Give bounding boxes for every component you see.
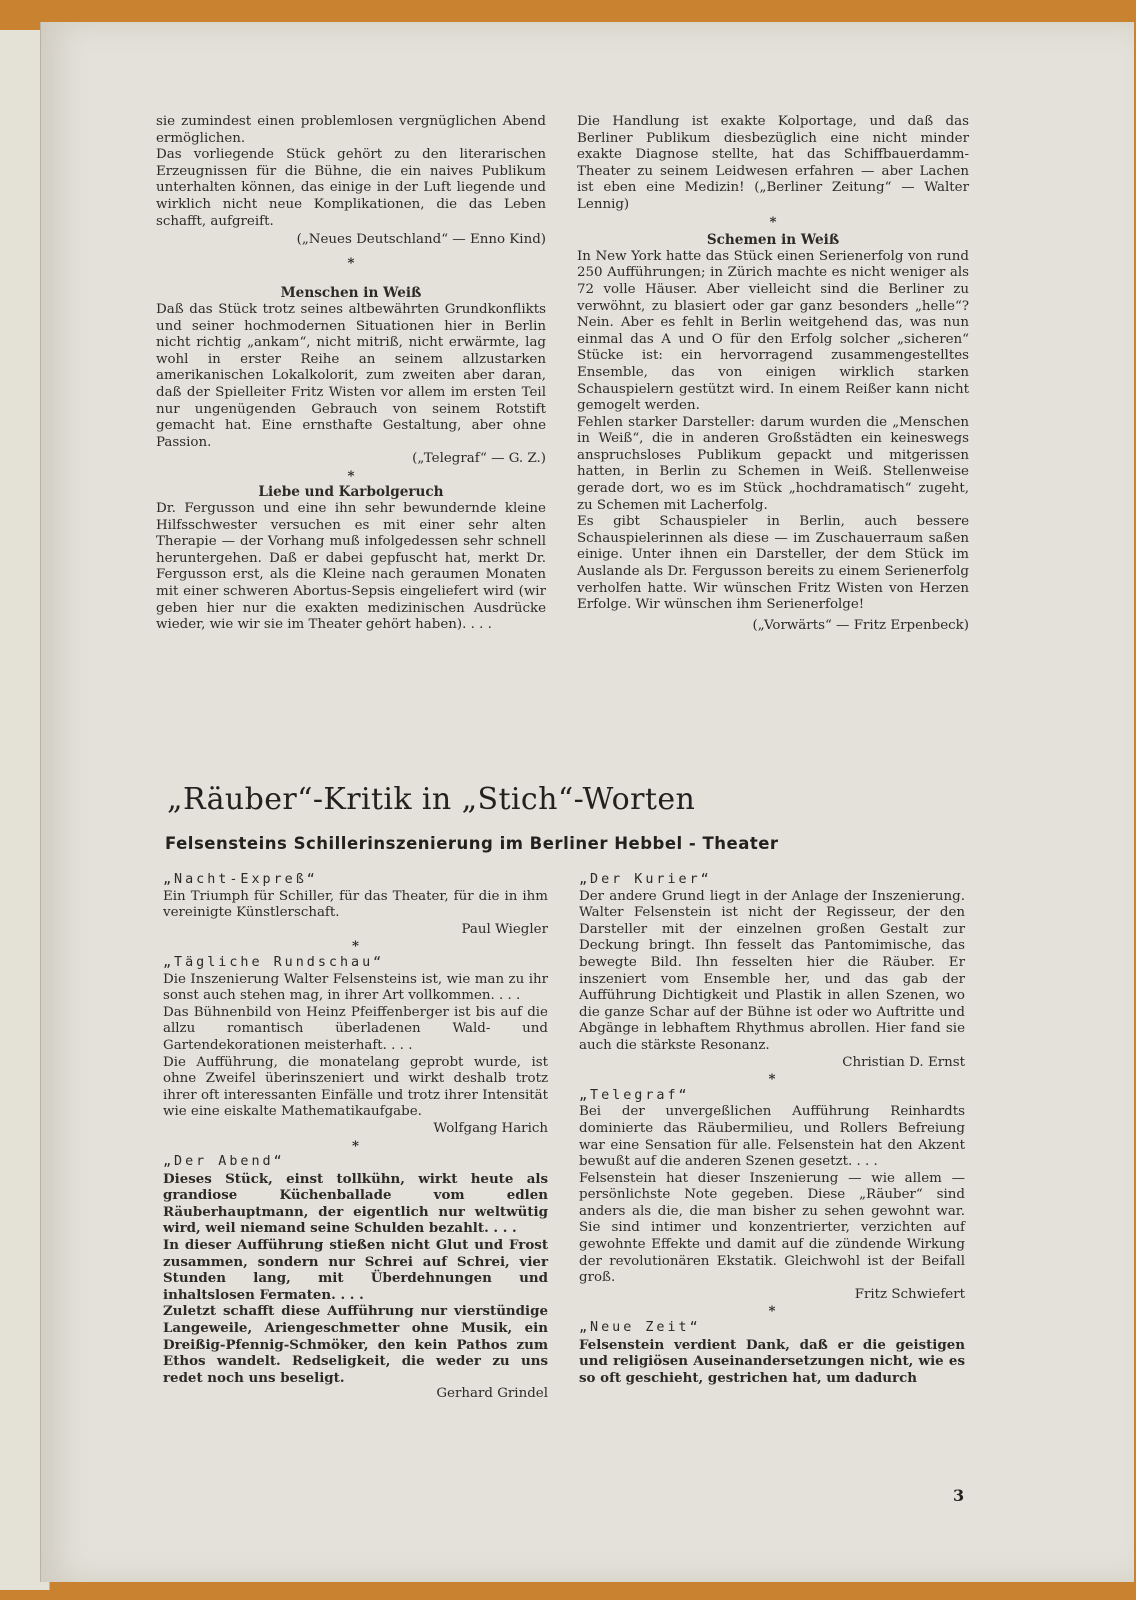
article-subheadline: Felsensteins Schillerinszenierung im Berliner Hebbel - Theater: [165, 834, 779, 853]
paragraph: Fehlen starker Darsteller: darum wurden die „Menschen in Weiß“, die in anderen Großstädten ein keineswegs anspruchsloses Publikum gepackt und mitgerissen hatten, in Berlin zu Schemen in Weiß. Stellenweise gerade dort, wo es im Stück „hochdramatisch“ zugeht, zu Schemen mit Lacherfolg.: [577, 414, 969, 513]
section-divider: *: [347, 467, 355, 484]
quote: Felsenstein verdient Dank, daß er die geistigen und religiösen Auseinandersetzungen nicht, wie es so oft geschieht, gestrichen hat, um dadurch: [579, 1336, 965, 1386]
newspaper-name: „Telegraf“: [579, 1087, 690, 1103]
quote: In dieser Aufführung stießen nicht Glut und Frost zusammen, sondern nur Schrei auf Schrei, vier Stunden lang, mit Überdehnungen und inhaltslosen Fermaten. . . .: [163, 1237, 548, 1303]
bottom-left-column: [163, 872, 548, 1403]
author-name: Christian D. Ernst: [842, 1054, 965, 1070]
quote: Die Aufführung, die monatelang geprobt wurde, ist ohne Zweifel überinszeniert und wirkt deshalb trotz ihrer oft interessanten Einfälle und trotz ihrer Intensität wie eine eiskalte Mathematikaufgabe.: [163, 1054, 548, 1120]
newspaper-name: „Nacht-Expreß“: [163, 872, 318, 887]
newspaper-name: „Der Kurier“: [579, 872, 712, 887]
quote: Die Inszenierung Walter Felsensteins ist, wie man zu ihr sonst auch stehen mag, in ihrer Art vollkommen. . . .: [163, 971, 548, 1004]
paragraph: Dr. Fergusson und eine ihn sehr bewundernde kleine Hilfsschwester versuchen es mit einer sehr alten Therapie — der Vorhang muß infolgedessen sehr schnell heruntergehen. Daß er dabei gepfuscht hat, merkt Dr. Fergusson erst, als die Kleine nach geraumen Monaten mit einer schweren Abortus-Sepsis eingeliefert wird (wir geben hier nur die exakten medizinischen Ausdrücke wieder, wie wir sie im Theater gehört haben). . . .: [156, 501, 546, 633]
quote: Dieses Stück, einst tollkühn, wirkt heute als grandiose Küchenballade vom edlen Räuberhauptmann, der eigentlich nur weltwütig wird, weil niemand seine Schulden bezahlt. . . .: [163, 1170, 548, 1237]
newspaper-name: „Neue Zeit“: [579, 1320, 701, 1336]
quote: Bei der unvergeßlichen Aufführung Reinhardts dominierte das Räubermilieu, und Rollers Befreiung war eine Sensation für alle. Felsenstein hat den Akzent bewußt auf die anderen Szenen gesetzt. . . .: [579, 1104, 965, 1170]
article-headline: „Räuber“-Kritik in „Stich“-Worten: [167, 782, 696, 817]
section-divider: *: [351, 1137, 359, 1154]
quote: Ein Triumph für Schiller, für das Theater, für die in ihm vereinigte Künstlerschaft.: [163, 888, 548, 921]
top-left-column: [156, 114, 546, 634]
page-number: 3: [953, 1486, 965, 1505]
section-divider: *: [347, 254, 355, 271]
section-divider: *: [769, 213, 777, 230]
paragraph: Die Handlung ist exakte Kolportage, und daß das Berliner Publikum diesbezüglich eine nicht minder exakte Diagnose stellte, hat das Schiffbauerdamm-Theater zu seinem Leidwesen erfahren — aber Lachen ist eben eine Medizin! („Berliner Zeitung“ — Walter Lennig): [577, 114, 969, 212]
quote: Zuletzt schafft diese Aufführung nur vierstündige Langeweile, Ariengeschmetter ohne Musik, ein Dreißig-Pfennig-Schmöker, den kein Pathos zum Ethos wandelt. Redseligkeit, die weder zu uns redet noch uns beseligt.: [163, 1303, 548, 1386]
section-divider: *: [351, 938, 359, 955]
quote: Felsenstein hat dieser Inszenierung — wie allem — persönlichste Note gegeben. Diese „Räuber“ sind anders als die, die man bisher zu sehen gewohnt war. Sie sind intimer und konzentrierter, verzichten auf gewohnte Effekte und damit auf die zündende Wirkung der revolutionären Ekstatik. Gleichwohl ist der Beifall groß.: [579, 1170, 965, 1286]
top-right-column: [577, 114, 969, 634]
quote: Das Bühnenbild von Heinz Pfeiffenberger ist bis auf die allzu romantisch überladenen Wald- und Gartendekorationen meisterhaft. . . .: [163, 1004, 548, 1053]
author-name: Fritz Schwiefert: [854, 1286, 965, 1302]
section-divider: *: [768, 1071, 776, 1088]
paragraph: Das vorliegende Stück gehört zu den literarischen Erzeugnissen für die Bühne, die ein naives Publikum unterhalten können, das einige in der Luft liegende und wirklich nicht neue Komplikationen, die das Leben schafft, aufgreift.: [156, 147, 546, 229]
source-credit: („Telegraf“ — G. Z.): [412, 451, 546, 467]
source-credit: („Vorwärts“ — Fritz Erpenbeck): [752, 617, 969, 633]
section-divider: *: [768, 1303, 776, 1320]
newspaper-name: „Der Abend“: [163, 1154, 285, 1170]
paragraph: Daß das Stück trotz seines altbewährten Grundkonflikts und seiner hochmodernen Situationen hier in Berlin nicht richtig „ankam“, nicht mitriß, nicht erwärmte, lag wohl in erster Reihe an seinem allzustarken amerikanischen Lokalkolorit, zum zweiten aber daran, daß der Spielleiter Fritz Wisten vor allem im ersten Teil nur ungenügenden Gebrauch von seinem Rotstift gemacht hat. Eine ernsthafte Gestaltung, aber ohne Passion.: [156, 301, 546, 450]
paragraph: Es gibt Schauspieler in Berlin, auch bessere Schauspielerinnen als diese — im Zuschauerraum saßen einige. Unter ihnen ein Darsteller, der dem Stück im Auslande als Dr. Fergusson bereits zu einem Serienerfolg verholfen hatte. Wir wünschen Fritz Wisten von Herzen Erfolge. Wir wünschen ihm Serienerfolge!: [577, 514, 969, 613]
author-name: Wolfgang Harich: [433, 1120, 548, 1136]
paragraph: In New York hatte das Stück einen Serienerfolg von rund 250 Aufführungen; in Zürich machte es nicht weniger als 72 volle Häuser. Aber vielleicht sind die Berliner zu verwöhnt, zu blasiert oder gar ganz besonders „helle“? Nein. Aber es fehlt in Berlin weitgehend das, was nun einmal das A und O für den Erfolg solcher „sicheren“ Stücke ist: ein hervorragend zusammengestelltes Ensemble, das von einigen wirklich starken Schauspielern gestützt wird. In einem Reißer kann nicht gemogelt werden.: [577, 248, 969, 414]
section-heading: Schemen in Weiß: [706, 232, 840, 249]
bottom-right-column: [579, 872, 965, 1386]
section-heading: Liebe und Karbolgeruch: [258, 484, 444, 501]
author-name: Gerhard Grindel: [436, 1386, 548, 1402]
paragraph: sie zumindest einen problemlosen vergnüglichen Abend ermöglichen.: [156, 114, 546, 146]
author-name: Paul Wiegler: [461, 921, 548, 937]
source-credit: („Neues Deutschland“ — Enno Kind): [296, 232, 546, 248]
magazine-page: [40, 22, 1134, 1582]
newspaper-name: „Tägliche Rundschau“: [163, 954, 385, 970]
quote: Der andere Grund liegt in der Anlage der Inszenierung. Walter Felsenstein ist nicht der Regisseur, der den Darsteller mit der einzelnen großen Gestalt zur Deckung bringt. Ihn fesselt das Pantomimische, das bewegte Bild. Ihn fesselten hier die Räuber. Er inszeniert vom Ensemble her, und das gab der Aufführung Dichtigkeit und Plastik in allen Szenen, wo die ganze Schar auf der Bühne ist oder wo Auftritte und Abgänge in lebhaftem Rhythmus abrollen. Hier fand sie auch die stärkste Resonanz.: [579, 888, 965, 1053]
section-heading: Menschen in Weiß: [280, 285, 422, 302]
